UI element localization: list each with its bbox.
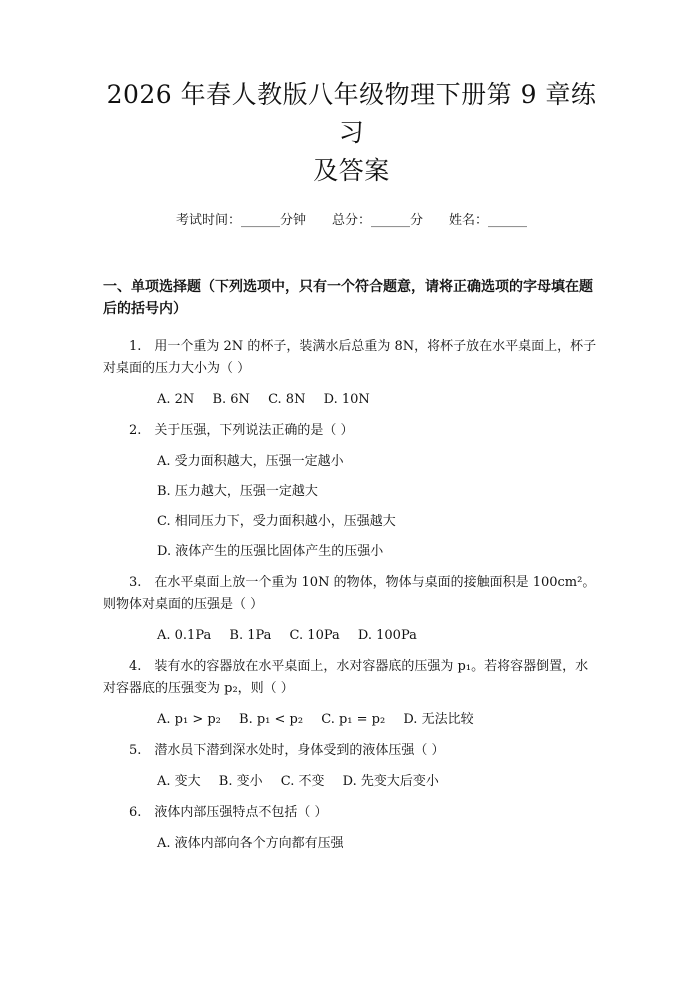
question-4-option-c: C. p₁ = p₂: [321, 712, 386, 727]
question-6-stem: 6. 液体内部压强特点不包括（ ）: [129, 805, 328, 820]
question-2-option-c: C. 相同压力下，受力面积越小，压强越大: [157, 514, 396, 529]
question-4-option-d: D. 无法比较: [403, 712, 474, 727]
document-title: [103, 76, 600, 190]
question-3-option-c: C. 10Pa: [289, 628, 340, 643]
total-score-field: 总分：______分: [331, 213, 423, 228]
question-6-option-a: A. 液体内部向各个方向都有压强: [157, 836, 344, 851]
question-3-options: [103, 626, 600, 646]
question-1-option-a: A. 2N: [157, 392, 195, 407]
question-1-option-c: C. 8N: [268, 392, 306, 407]
question-3-option-b: B. 1Pa: [229, 628, 272, 643]
question-5-option-d: D. 先变大后变小: [342, 774, 439, 789]
exam-page: [0, 76, 700, 981]
question-4-option-a: A. p₁ > p₂: [157, 712, 221, 727]
question-1-stem: 1. 用一个重为 2N 的杯子，装满水后总重为 8N，将杯子放在水平桌面上，杯子对桌面的压力大小为（ ）: [103, 339, 597, 376]
title-line-1: 2026 年春人教版八年级物理下册第 9 章练习: [106, 80, 597, 147]
question-4-stem: 4. 装有水的容器放在水平桌面上，水对容器底的压强为 p₁。若将容器倒置，水对容器底的压强变为 p₂，则（ ）: [103, 659, 589, 696]
question-4-options: [103, 710, 600, 730]
question-5-options: [103, 772, 600, 792]
section-heading-single-choice: 一、单项选择题（下列选项中，只有一个符合题意，请将正确选项的字母填在题后的括号内）: [103, 279, 593, 317]
question-2-option-d: D. 液体产生的压强比固体产生的压强小: [157, 544, 384, 559]
question-2-option-a: A. 受力面积越大，压强一定越小: [157, 454, 344, 469]
question-4-option-b: B. p₁ < p₂: [239, 712, 304, 727]
exam-time-field: 考试时间：______分钟: [175, 213, 306, 228]
title-line-2: 及答案: [313, 156, 390, 185]
question-5-option-a: A. 变大: [157, 774, 201, 789]
question-5-stem: 5. 潜水员下潜到深水处时，身体受到的液体压强（ ）: [129, 743, 445, 758]
question-2-stem: 2. 关于压强，下列说法正确的是（ ）: [129, 423, 354, 438]
student-name-field: 姓名：______: [449, 213, 528, 228]
question-3-option-a: A. 0.1Pa: [157, 628, 212, 643]
question-3-option-d: D. 100Pa: [357, 628, 417, 643]
question-2-option-b: B. 压力越大，压强一定越大: [157, 484, 318, 499]
question-3-stem: 3. 在水平桌面上放一个重为 10N 的物体，物体与桌面的接触面积是 100cm²。则物体对桌面的压强是（ ）: [103, 575, 596, 612]
question-5-option-b: B. 变小: [218, 774, 263, 789]
question-1-option-b: B. 6N: [212, 392, 250, 407]
question-5-option-c: C. 不变: [280, 774, 325, 789]
question-1-options: [103, 390, 600, 410]
question-1-option-d: D. 10N: [323, 392, 370, 407]
exam-info-line: [103, 212, 600, 230]
